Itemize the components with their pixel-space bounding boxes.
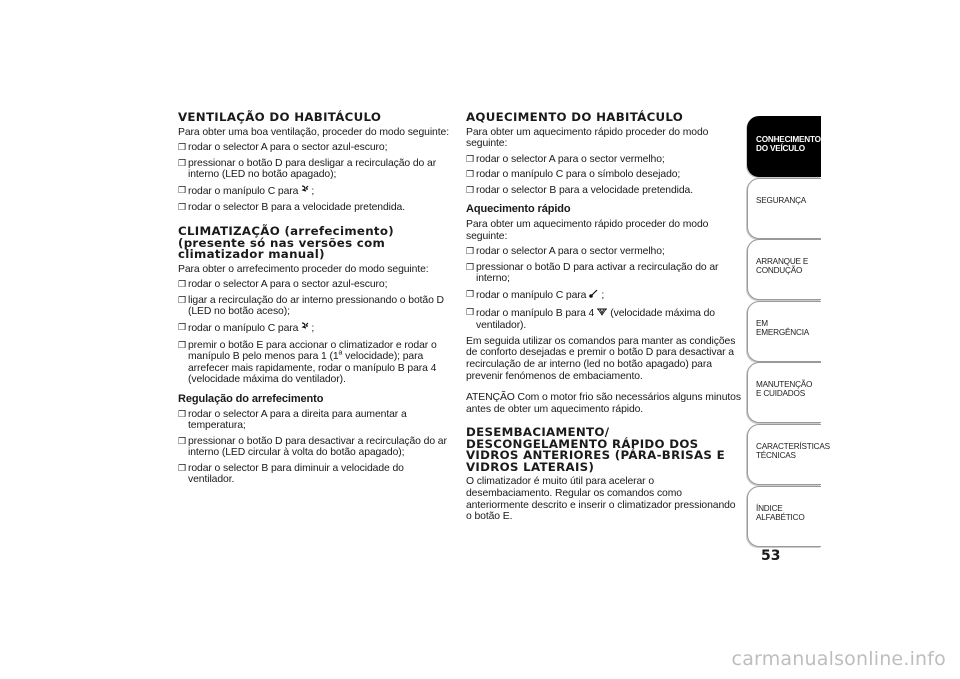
list-item-text: rodar o manípulo C para [476, 290, 587, 302]
watermark: carmanualsonline.info [731, 648, 946, 670]
bullet-icon: ❒ [178, 157, 186, 168]
list-item [178, 340, 450, 386]
list-item [178, 185, 450, 199]
bullet-icon: ❒ [178, 321, 186, 332]
list-item-text: rodar o manípulo C para o símbolo desejado; [476, 169, 681, 181]
bullet-icon: ❒ [466, 153, 474, 164]
tab-arranque[interactable]: ARRANQUE E CONDUÇÃO [747, 239, 821, 300]
list-item [466, 185, 742, 197]
list-item [466, 289, 742, 303]
bullet-icon: ❒ [178, 462, 186, 473]
page-number: 53 [761, 548, 781, 564]
left-column [178, 112, 450, 490]
bullet-icon: ❒ [466, 169, 474, 180]
list-ventilacao [178, 142, 450, 214]
list-item [178, 202, 450, 214]
list-item-text: ligar a recirculação do ar interno pressionando o botão D (LED no botão aceso); [188, 294, 444, 318]
list-item [178, 295, 450, 318]
list-item-text: rodar o selector B para a velocidade pretendida. [188, 202, 406, 214]
list-item-text: rodar o selector A para o sector azul-escuro; [188, 279, 388, 291]
list-item-text: rodar o selector A para o sector azul-escuro; [188, 142, 388, 154]
list-item-text: rodar o manípulo B para 4 [476, 307, 595, 319]
section-title-desembaciamento: DESEMBACIAMENTO/ DESCONGELAMENTO RÁPIDO DOS VIDROS ANTERIORES (PÁRA-BRISAS E VIDROS LATERAIS) [466, 425, 725, 474]
list-item [466, 154, 742, 166]
subheading-regulacao: Regulação do arrefecimento [178, 392, 324, 405]
superscript: a [338, 349, 343, 357]
list-item [178, 463, 450, 486]
section-title-aquecimento: AQUECIMENTO DO HABITÁCULO [466, 110, 684, 124]
list-item-text: (velocidade máxima do ventilador). [476, 307, 715, 332]
punctuation: ; [311, 322, 315, 334]
list-item-text: pressionar o botão D para desactivar a recirculação do ar interno (LED circular à volta do botão apagado); [188, 435, 447, 459]
list-climatizacao [178, 279, 450, 386]
list-aquecimento [466, 154, 742, 197]
fan-max-icon [596, 307, 608, 321]
bullet-icon: ❒ [178, 279, 186, 290]
list-item [178, 158, 450, 181]
list-item [178, 436, 450, 459]
paragraph: O climatizador é muito útil para acelerar o desembaciamento. Regular os comandos como anteriormente descrito e inserir o climatizador pressionando o botão E. [466, 476, 736, 523]
list-item-text: rodar o selector A para a direita para aumentar a temperatura; [188, 408, 407, 432]
tab-caracteristicas[interactable]: CARACTERÍSTICAS TÉCNICAS [747, 424, 821, 485]
punctuation: ; [311, 185, 315, 197]
bullet-icon: ❒ [178, 202, 186, 213]
right-column [466, 112, 742, 527]
intro-text: Para obter o arrefecimento proceder do modo seguinte: [178, 263, 429, 275]
tab-seguranca[interactable]: SEGURANÇA [747, 178, 821, 239]
tab-indice[interactable]: ÍNDICE ALFABÉTICO [747, 486, 821, 547]
punctuation: ; [601, 290, 605, 302]
list-item-text: pressionar o botão D para activar a recirculação do ar interno; [476, 261, 719, 285]
bullet-icon: ❒ [466, 246, 474, 257]
list-item [466, 307, 742, 332]
list-item-text: pressionar o botão D para desligar a recirculação do ar interno (LED no botão apagado); [188, 157, 437, 181]
paragraph-atencao: ATENÇÃO Com o motor frio são necessários alguns minutos antes de obter um aquecimento rápido. [466, 392, 741, 415]
list-item [178, 322, 450, 336]
bullet-icon: ❒ [178, 435, 186, 446]
list-item-text: premir o botão E para accionar o climatizador e rodar o manípulo B pelo menos para 1 (1 [188, 339, 437, 363]
tab-conhecimento[interactable]: CONHECIMENTO DO VEÍCULO [747, 116, 821, 177]
list-item-text: velocidade); para arrefecer mais rapidamente, rodar o manípulo B para 4 (velocidade máxima do ventilador). [188, 351, 437, 386]
list-item-text: rodar o selector A para o sector vermelho; [476, 153, 665, 165]
list-item [466, 169, 742, 181]
bullet-icon: ❒ [466, 306, 474, 317]
chapter-tabs [747, 116, 830, 547]
intro-text: Para obter uma boa ventilação, proceder do modo seguinte: [178, 126, 449, 138]
bullet-icon: ❒ [466, 261, 474, 272]
list-item [178, 142, 450, 154]
list-item [466, 246, 742, 258]
list-rapido [466, 246, 742, 332]
list-item [178, 409, 450, 432]
bullet-icon: ❒ [178, 408, 186, 419]
bullet-icon: ❒ [178, 294, 186, 305]
intro-text: Para obter um aquecimento rápido proceder do modo seguinte: [466, 219, 709, 242]
tab-emergencia[interactable]: EM EMERGÊNCIA [747, 301, 821, 362]
paragraph: Em seguida utilizar os comandos para manter as condições de conforto desejadas e premir o botão D para desactivar a recirculação de ar interno (led no botão apagado) para prevenir fenómenos de embaciamento. [466, 335, 736, 382]
list-item-text: rodar o selector B para diminuir a velocidade do ventilador. [188, 462, 404, 486]
list-item-text: rodar o manípulo C para [188, 185, 299, 197]
face-vent-icon [300, 185, 309, 199]
list-regulacao [178, 409, 450, 487]
section-title-ventilacao: VENTILAÇÃO DO HABITÁCULO [178, 110, 382, 124]
tab-manutencao[interactable]: MANUTENÇÃO E CUIDADOS [747, 362, 821, 423]
intro-text: Para obter um aquecimento rápido proceder do modo seguinte: [466, 126, 709, 150]
bullet-icon: ❒ [178, 142, 186, 153]
list-item-text: rodar o selector A para o sector vermelho; [476, 246, 665, 258]
list-item [178, 279, 450, 291]
list-item [466, 262, 742, 285]
section-title-climatizacao: CLIMATIZAÇÃO (arrefecimento) (presente só nas versões com climatizador manual) [178, 224, 394, 262]
face-vent-icon [300, 322, 309, 336]
feet-vent-icon [588, 289, 599, 303]
bullet-icon: ❒ [466, 184, 474, 195]
bullet-icon: ❒ [466, 289, 474, 300]
list-item-text: rodar o manípulo C para [188, 322, 299, 334]
bullet-icon: ❒ [178, 184, 186, 195]
subheading-rapido: Aquecimento rápido [466, 203, 571, 216]
bullet-icon: ❒ [178, 339, 186, 350]
list-item-text: rodar o selector B para a velocidade pretendida. [476, 184, 694, 196]
